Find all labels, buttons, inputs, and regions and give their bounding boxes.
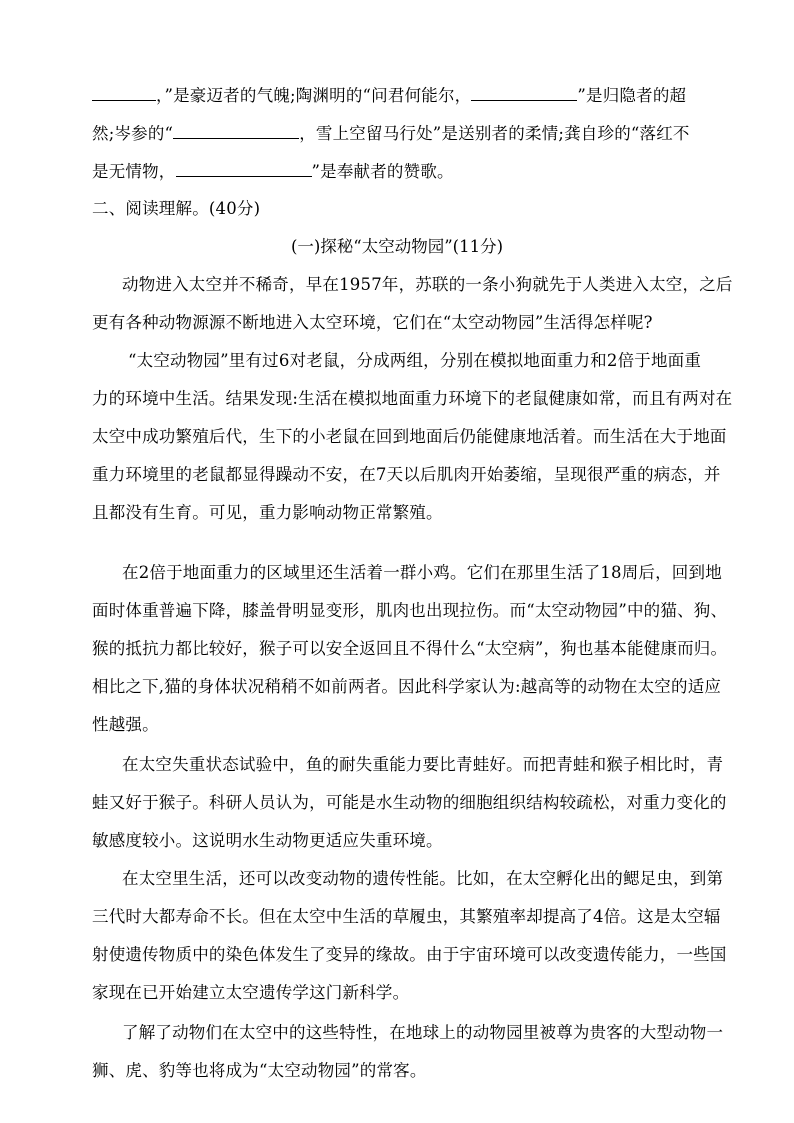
article-line: 力的环境中生活。结果发现:生活在模拟地面重力环境下的老鼠健康如常，而且有两对在 — [92, 389, 733, 408]
article-line: 家现在已开始建立太空遗传学这门新科学。 — [92, 983, 410, 1002]
article-line: 狮、虎、豹等也将成为“太空动物园”的常客。 — [92, 1061, 427, 1080]
article-line: 更有各种动物源源不断地进入太空环境，它们在“太空动物园”生活得怎样呢? — [92, 313, 653, 332]
article-line: 射使遗传物质中的染色体发生了变异的缘故。由于宇宙环境可以改变遗传能力，一些国 — [92, 945, 727, 964]
article-line: 蛙又好于猴子。科研人员认为，可能是水生动物的细胞组织结构较疏松，对重力变化的 — [92, 793, 727, 812]
article-line: 三代时大都寿命不长。但在太空中生活的草履虫，其繁殖率却提高了4倍。这是太空辐 — [92, 907, 721, 926]
article-line: 太空中成功繁殖后代，生下的小老鼠在回到地面后仍能健康地活着。而生活在大于地面 — [92, 427, 727, 446]
article-line: 且都没有生育。可见，重力影响动物正常繁殖。 — [92, 503, 443, 522]
article-line: 动物进入太空并不稀奇，早在1957年，苏联的一条小狗就先于人类进入太空，之后 — [122, 275, 733, 294]
article-line: 相比之下,猫的身体状况稍稍不如前两者。因此科学家认为:越高等的动物在太空的适应 — [92, 677, 722, 696]
answer-blank[interactable] — [471, 84, 577, 101]
answer-blank[interactable] — [92, 84, 156, 101]
poem-fill-line-3 — [92, 160, 454, 183]
article-line: 面时体重普遍下降，膝盖骨明显变形，肌肉也出现拉伤。而“太空动物园”中的猫、狗、 — [92, 601, 728, 620]
poem-text: ，”是豪迈者的气魄;陶渊明的“问君何能尔， — [156, 86, 472, 105]
article-line: “太空动物园”里有过6对老鼠，分成两组，分别在模拟地面重力和2倍于地面重 — [128, 351, 702, 370]
poem-text: ，雪上空留马行处”是送别者的柔情;龚自珍的“落红不 — [299, 124, 690, 143]
article-line: 在2倍于地面重力的区域里还生活着一群小鸡。它们在那里生活了18周后，回到地 — [122, 563, 722, 582]
article-line: 猴的抵抗力都比较好，猴子可以安全返回且不得什么“太空病”，狗也基本能健康而归。 — [92, 639, 728, 658]
poem-text: 是无情物， — [92, 162, 176, 181]
poem-text: 然;岑参的“ — [92, 124, 174, 143]
poem-fill-line-1 — [92, 84, 686, 107]
answer-blank[interactable] — [173, 122, 299, 139]
article-line: 重力环境里的老鼠都显得躁动不安，在7天以后肌肉开始萎缩，呈现很严重的病态，并 — [92, 465, 721, 484]
article-line: 性越强。 — [92, 715, 159, 734]
section-heading: 二、阅读理解。(40分) — [92, 199, 261, 218]
article-line: 敏感度较小。这说明水生动物更适应失重环境。 — [92, 831, 443, 850]
poem-text: ”是归隐者的超 — [577, 86, 687, 105]
answer-blank[interactable] — [176, 160, 312, 177]
article-title: (一)探秘“太空动物园”(11分) — [290, 237, 504, 256]
article-line: 在太空里生活，还可以改变动物的遗传性能。比如，在太空孵化出的鳃足虫，到第 — [122, 869, 724, 888]
article-line: 在太空失重状态试验中，鱼的耐失重能力要比青蛙好。而把青蛙和猴子相比时，青 — [122, 755, 724, 774]
poem-text: ”是奉献者的赞歌。 — [311, 162, 454, 181]
poem-fill-line-2 — [92, 122, 690, 145]
article-line: 了解了动物们在太空中的这些特性，在地球上的动物园里被尊为贵客的大型动物一 — [122, 1023, 724, 1042]
